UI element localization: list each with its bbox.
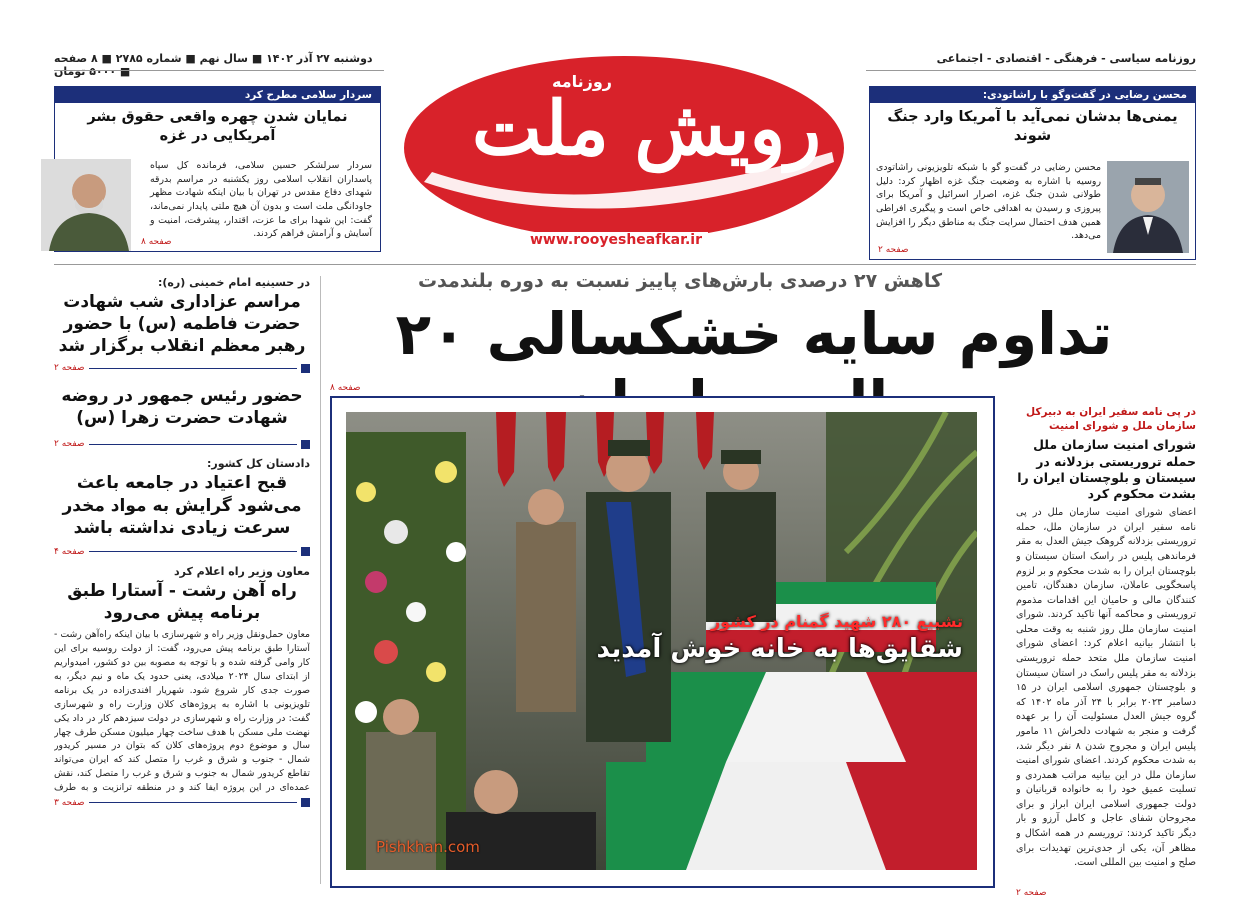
story2-title[interactable]: حضور رئیس جمهور در روضه شهادت حضرت زهرا (س) bbox=[61, 386, 303, 429]
rezaei-photo bbox=[1107, 161, 1189, 253]
tagline-rule bbox=[866, 70, 1196, 71]
box-body: محسن رضایی در گفت‌و گو با شبکه تلویزیونی راشاتودی روسیه با اشاره به وضعیت جنگ غزه اظهار کرد: دلیل طولانی شدن جنگ غزه، اصرار اسرائیل و آمریکا برای پیروزی و رسیدن به اهدافی خاص است و پیگیری افراطی همین هدف احتمال سرایت جنگ به مناطق دیگر را افزایش می‌دهد. bbox=[876, 162, 1101, 242]
story1-footer bbox=[54, 363, 310, 373]
salami-photo bbox=[41, 159, 131, 251]
story-page-ref[interactable]: صفحه ۲ bbox=[1016, 888, 1047, 898]
story-rule bbox=[89, 444, 297, 445]
photo-kicker: تشییع ۲۸۰ شهید گمنام در کشور bbox=[710, 612, 963, 631]
story-body: اعضای شورای امنیت سازمان ملل در پی نامه سفیر ایران در سازمان ملل، حمله تروریستی بزدلانه گروهک جیش العدل به مقر فرماندهی پلیس در راسک استان سیستان و بلوچستان ایران را به شدت محکوم و بر لزوم پاسخگویی عاملان، سازمان دهندگان، تامین کنندگان مالی و حامیان این اقدامات مذموم تروریستی و محاکمه آنها تاکید کردند. شورای امنیت سازمان ملل روز شنبه به وقت محلی با انتشار بیانیه اعلام کرد: اعضای شورای امنیت سازمان ملل متحد حمله تروریستی بزدلانه به مقر پلیس راسک در استان سیستان و بلوچستان جمهوری اسلامی ایران در ۱۵ دسامبر ۲۰۲۳ برابر با ۲۴ آذر ماه ۱۴۰۲ که گروه جیش العدل مسئولیت آن را بر عهده گرفت و منجر به شهادت دلخراش ۱۱ مامور پلیس ایران و مجروح شدن ۸ نفر دیگر شد، به شدت محکوم کردند. اعضای شورای امنیت سازمان ملل در این بیانیه مراتب همدردی و تسلیت عمیق خود را به خانواده قربانیان و دولت جمهوری اسلامی ایران ابراز و برای مجروحان شفای عاجل و کامل آرزو و بار دیگر تاکید کردند: تروریسم در همه اشکال و مظاهر آن، یکی از جدی‌ترین تهدیدات برای صلح و امنیت بین المللی است. bbox=[1016, 507, 1196, 869]
top-left-box bbox=[54, 86, 381, 252]
story2-page-ref[interactable]: صفحه ۲ bbox=[54, 439, 85, 450]
box-title[interactable]: نمایان شدن چهره واقعی حقوق بشر آمریکایی در غزه bbox=[87, 109, 348, 144]
box-header: محسن رضایی در گفت‌وگو با راشاتودی: bbox=[870, 87, 1195, 103]
left-column bbox=[54, 276, 310, 808]
story4-kicker: معاون وزیر راه اعلام کرد bbox=[173, 564, 310, 578]
column-divider bbox=[320, 276, 321, 884]
story-rule bbox=[89, 802, 297, 803]
story4-title[interactable]: راه آهن رشت - آستارا طبق برنامه پیش می‌رود bbox=[67, 580, 297, 623]
issue-info: دوشنبه ۲۷ آذر ۱۴۰۲ ■ سال نهم ■ شماره ۲۷۸۵ ■ ۸ صفحه ■ ۵۰۰۰ تومان bbox=[54, 52, 373, 78]
main-subhead: کاهش ۲۷ درصدی بارش‌های پاییز نسبت به دوره بلندمدت bbox=[417, 270, 943, 292]
story1-kicker: در حسینیه امام خمینی (ره): bbox=[157, 276, 310, 289]
tagline: روزنامه سیاسی - فرهنگی - اقتصادی - اجتماعی bbox=[936, 52, 1196, 65]
photo-caption[interactable]: شقایق‌ها به خانه خوش آمدید bbox=[596, 634, 963, 664]
right-column-story bbox=[1016, 406, 1196, 898]
story1-page-ref[interactable]: صفحه ۲ bbox=[54, 363, 85, 374]
box-title[interactable]: یمنی‌ها بدشان نمی‌آید با آمریکا وارد جنگ شوند bbox=[887, 109, 1178, 144]
main-photo-frame bbox=[330, 396, 995, 888]
story1-title[interactable]: مراسم عزاداری شب شهادت حضرت فاطمه (س) با حضور رهبر معظم انقلاب برگزار شد bbox=[58, 292, 306, 357]
masthead-logo[interactable] bbox=[402, 52, 846, 252]
issue-rule bbox=[54, 70, 384, 71]
main-headline[interactable]: تداوم سایه خشکسالی ۲۰ bbox=[395, 300, 1113, 368]
watermark: Pishkhan.com bbox=[376, 838, 480, 856]
box-header: سردار سلامی مطرح کرد bbox=[55, 87, 380, 103]
website-link[interactable]: www.rooyesheafkar.ir bbox=[524, 232, 708, 248]
story-marker bbox=[301, 440, 310, 449]
box-page-ref[interactable]: صفحه ۲ bbox=[878, 245, 909, 255]
story-marker bbox=[301, 798, 310, 807]
main-page-ref[interactable]: صفحه ۸ bbox=[330, 383, 361, 393]
story4-page-ref[interactable]: صفحه ۳ bbox=[54, 797, 85, 808]
story-kicker: در پی نامه سفیر ایران به دبیرکل سازمان ملل و شورای امنیت bbox=[1026, 406, 1196, 432]
story-rule bbox=[89, 368, 297, 369]
story3-page-ref[interactable]: صفحه ۴ bbox=[54, 546, 85, 557]
box-body: سردار سرلشکر حسین سلامی، فرمانده کل سپاه پاسداران انقلاب اسلامی روز یکشنبه در مراسم بدرقه شهدای دفاع مقدس در تهران با بیان اینکه شهادت مظهر جاودانگی ملت است و بدون آن هیچ ملتی پایدار نمی‌ماند، گفت: این شهدا برای ما عزت، اقتدار، پیشرفت، امنیت و آسایش و آرامش فراهم کردند. bbox=[150, 160, 372, 240]
logo-text: رویش ملت bbox=[472, 86, 821, 172]
story3-title[interactable]: قبح اعتیاد در جامعه باعث می‌شود گرایش به مواد مخدر سرعت زیادی نداشته باشد bbox=[62, 473, 302, 538]
logo-small-text: روزنامه bbox=[552, 72, 612, 91]
person-silhouette bbox=[41, 159, 131, 251]
story3-footer bbox=[54, 547, 310, 557]
top-right-box bbox=[869, 86, 1196, 260]
story-rule bbox=[89, 551, 297, 552]
box-page-ref[interactable]: صفحه ۸ bbox=[141, 237, 172, 247]
main-photo[interactable] bbox=[346, 412, 977, 870]
story2-footer bbox=[54, 439, 310, 449]
story-marker bbox=[301, 364, 310, 373]
story-title[interactable]: شورای امنیت سازمان ملل حمله تروریستی بزدلانه در سیستان و بلوچستان ایران را بشدت محکوم کرد bbox=[1017, 437, 1196, 502]
story-marker bbox=[301, 547, 310, 556]
person-silhouette bbox=[1107, 161, 1189, 253]
masthead-rule bbox=[54, 264, 1196, 265]
story3-kicker: دادستان کل کشور: bbox=[207, 457, 310, 471]
story4-body: معاون حمل‌ونقل وزیر راه و شهرسازی با بیان اینکه راه‌آهن رشت - آستارا طبق برنامه پیش می‌رود، گفت: از دولت روسیه برای این کار وامی گرفته شده و با توجه به مصوبه بین دو کشور، امیدواریم از ابتدای سال ۲۰۲۴ میلادی، یعنی حدود یک ماه و نیم دیگر، به صورت جدی کار شروع شود. شهریار افندی‌زاده در یک برنامه تلویزیونی با اشاره به پروژه‌های کلان وزارت راه و شهرسازی گفت: در وزارت راه و شهرسازی در دولت سیزدهم کار در داد یکی نهضت ملی مسکن با هدف ساخت چهار میلیون مسکن طرف چهار سال و موضوع دوم پروژه‌های کلان که بتوان در مسیر کریدور شمال - جنوب و شرق و غرب را متصل کند که ایران می‌تواند تقاطع کریدور شمال به جنوب و شرق و غرب را متصل کند، نقش عمده‌ای در این پروژه ایفا کند و در منطقه ترانزیت و به طرف bbox=[54, 628, 310, 794]
story4-footer bbox=[54, 798, 310, 808]
